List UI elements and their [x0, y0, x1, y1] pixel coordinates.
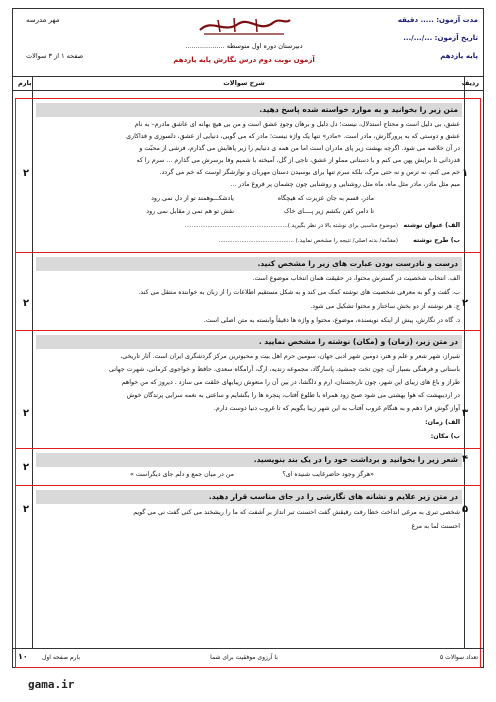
q4-number: ۴: [461, 454, 469, 465]
q3-line: باستانی و فرهنگی بسیار آن، چون تخت جمشید، پاسارگاد، مجموعه زندیه، ارگ، آرامگاه سعدی، حافظ و خواجوی کرمانی، شهرت جهانی: [109, 366, 460, 373]
q5-title: در متن زیر علایم و نشانه های نگارشی را در جای مناسب قرار دهید.: [36, 490, 462, 504]
q2-line: ج. هر نوشته از دو بخش ساختار و محتوا تشکیل می شود.: [310, 303, 460, 310]
q1-part-a-label: الف) عنوان نوشته: [403, 222, 460, 229]
q2-line: ب. گفت و گو به معرفی شخصیت های نوشته کمک می کند و به شکل مستقیم اطلاعات را از زبان به خواننده منتقل می کند.: [138, 289, 460, 296]
q3-divider: [15, 448, 481, 449]
score-sum-label: بارم صفحه اول: [42, 654, 81, 661]
q5-line: احسنت لما به مرغ: [411, 523, 460, 530]
q3-line: شیراز، شهر شعر و علم و هنر، دومین شهر ادبی جهان، سومین حرم اهل بیت و محبوترین مرکز گردشگری ایران است. آثار تاریخی،: [120, 353, 460, 360]
q1-divider: [15, 252, 481, 253]
q3-score: ۲: [22, 408, 30, 419]
q1-title: متن زیر را بخوانید و به موارد خواسته شده پاسخ دهید.: [36, 103, 462, 117]
q1-poem-right: تا دامن کفن بکشم زیر پــــای خاک: [283, 208, 374, 215]
q3-number: ۳: [461, 408, 469, 419]
footer-wish: با آرزوی موفقیت برای شما: [210, 654, 278, 661]
page-info: صفحه ۱ از ۳ سوالات: [26, 52, 84, 60]
watermark: gama.ir: [28, 678, 75, 691]
q1-poem-right: مادر، قسم به جان عزیزت که هیچگاه: [277, 195, 374, 202]
q4-score: ۲: [22, 462, 30, 473]
q1-part-b-label: ب) طرح نوشته: [413, 237, 460, 244]
q1-poem-left: نقش تو هم نمی ز مقابل نمی رود: [146, 208, 234, 215]
col-desc-header: شرح سوالات: [223, 79, 265, 87]
q4-poem-right: «هرگز وجود حاضرغایب شنیده ای؟: [282, 471, 374, 478]
q2-line: د. گاه در نگارش، پیش از اینکه نویسنده، موضوع، محتوا و واژه ها دقیقاً وابسته به متن اصلی است.: [203, 317, 460, 324]
q1-line: عشق و دوستی که به پرورگارش، مادر است. «مادر» تنها یک واژه نیست؛ مادر که می گویی، دنیایی از عشق، دلسوزی و فداکاری: [126, 133, 460, 140]
q2-score: ۲: [22, 298, 30, 309]
q1-score: ۲: [22, 168, 30, 179]
q3-line: آواز گوش فرا دهم و به هنگام غروب آفتاب به این شهر زیبا بگویم که تا غروب دنیا دوست دارم.: [213, 405, 460, 412]
q3-title: در متن زیر، (زمان) و (مکان) نوشته را مشخص نمایید .: [36, 335, 462, 349]
exam-page: [12, 8, 484, 668]
footer-divider: [12, 648, 484, 649]
header-divider-bottom: [12, 90, 484, 91]
col-score-header: بارم: [18, 79, 32, 87]
q3-place-label: ب) مکان:: [430, 433, 460, 440]
q5-line: شخصی تبری به مرغی انداخت خطا رفت رفیقش گفت احسنت تبر انداز بر آشفت که ما را ریشخند می کنی گفت نی می گویم: [133, 509, 460, 516]
q2-title: درست و نادرست بودن عبارت های زیر را مشخص کنید.: [36, 257, 462, 271]
q1-line: میم مثل مادر، مادر مثل ماه، ماه مثل روشنایی و روشنایی چون چشمان پر فروغ مادر ...: [230, 181, 460, 188]
q5-score: ۲: [22, 504, 30, 515]
header-divider-top: [12, 76, 484, 77]
q2-number: ۲: [461, 298, 469, 309]
q1-poem-left: یادشکـــوهمند تو از دل نمی رود: [151, 195, 234, 202]
q1-line: عشق، بی دلیل است و محتاج استدلال، نیست؛ دل دلیل و برهان وجودِ عشق است و من بی هیچ بهانه ای عاشق مادرم– به نام: [134, 121, 460, 128]
school-stamp: مهر مدرسه: [26, 16, 60, 24]
q3-line: طراز و باغ های زیبای این شهر، چون نارنجستان، ارم و دلگشا، در بین آن را منعوش زیبایهای خلقت می سازد . دیروز که من خواهم: [121, 379, 460, 386]
bismillah-logo: [194, 12, 294, 42]
q3-time-label: الف) زمان:: [425, 419, 460, 426]
q1-line: خم می کنم، نه ترس و نه حتی مرگ، بلکه سرم تنها برای بوسیدن دستان مهربان و نوازشگر اوست که خم می گردد.: [159, 169, 460, 176]
q1-part-b-text: (مقدّمه/ بدنه اصلی/ نتیجه را مشخص نمایید.) ...........................................: [218, 238, 398, 244]
q4-divider: [15, 485, 481, 486]
q3-line: در اردیبهشت که هوا بهشتی می شود صبح زود همراه با طلوع آفتاب، پنجره ها را بگشایم و ساعتی به نغمه سرایی پرندگان خوش: [126, 392, 460, 399]
question-count: تعداد سوالات ۵: [440, 654, 478, 661]
duration: مدت آزمون: ..... دقیقه: [397, 16, 478, 24]
q5-number: ۵: [461, 504, 469, 515]
q2-line: الف. انتخاب شخصیت در گسترش محتوا، در حقیقت همان انتخاب موضوع است.: [252, 275, 460, 282]
exam-date: تاریخ آزمون: .../.../...: [403, 34, 478, 42]
exam-title: آزمون نوبت دوم درس نگارش پایه یازدهم: [173, 56, 315, 64]
q1-line: در آن خلاصه می شود. اگرچه بهشت زیر پای مادران است اما من همه ی دنیایم را زیر پاهایش می گذارم، فرشی از محبّت و: [139, 145, 460, 152]
q1-line: قدردانی تا برایش پهن می کنم و با دستانی مملو از عشق، تاجی از گل، آمیخته با شمیم وفا برسرش می گذارم ... سرم را که: [136, 157, 460, 164]
q4-title: شعر زیر را بخوانید و برداشت خود را در یک بند بنویسید.: [36, 453, 462, 467]
q1-part-a-text: (موضوع مناسبی برای نوشته بالا در نظر بگیرید.)...........................................................: [184, 223, 398, 229]
q4-poem-left: من در میان جمع و دلم جای دیگراست »: [130, 471, 234, 478]
q1-number: ۱: [461, 168, 469, 179]
col-row-header: ردیف: [461, 79, 479, 87]
grade: پایه یازدهم: [440, 52, 478, 60]
score-sum: ۱۰: [18, 652, 28, 661]
q2-divider: [15, 330, 481, 331]
school-name: دبیرستان دوره اول متوسطه ...................: [185, 42, 303, 50]
